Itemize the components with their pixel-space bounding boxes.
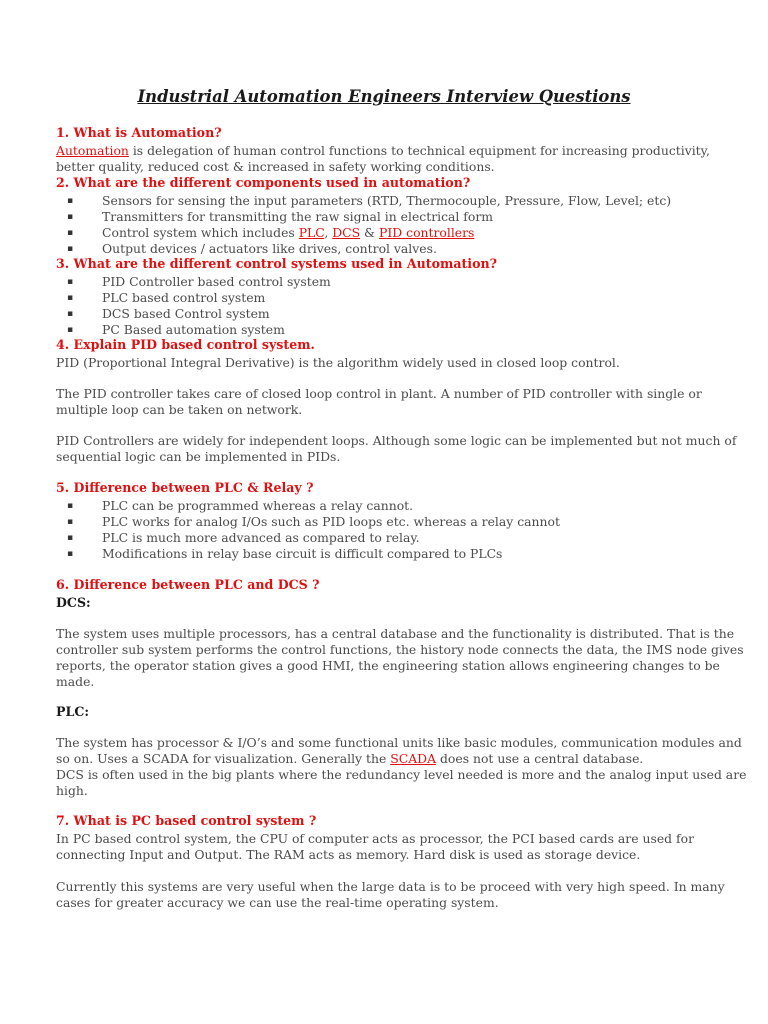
list-item: DCS based Control system xyxy=(102,306,270,321)
separator-text: , xyxy=(324,225,333,240)
dcs-link[interactable]: DCS xyxy=(332,225,361,240)
answer-line: cases for greater accuracy we can use the real-time operating system. xyxy=(56,895,499,910)
answer-line xyxy=(56,751,736,767)
scada-link[interactable]: SCADA xyxy=(390,751,437,766)
bullet-icon: ▪ xyxy=(67,277,74,287)
answer-line: The system uses multiple processors, has a central database and the functionality is distributed. That is the xyxy=(56,626,735,641)
list-item: Output devices / actuators like drives, control valves. xyxy=(102,241,437,256)
answer-line: PID (Proportional Integral Derivative) is the algorithm widely used in closed loop control. xyxy=(56,355,620,370)
list-item: PLC works for analog I/Os such as PID loops etc. whereas a relay cannot xyxy=(102,514,560,529)
answer-line: The system has processor & I/O’s and some functional units like basic modules, communication modules and xyxy=(56,735,742,750)
bullet-icon: ▪ xyxy=(67,309,74,319)
bullet-icon: ▪ xyxy=(67,293,74,303)
list-item: PLC based control system xyxy=(102,290,266,305)
answer-line: The PID controller takes care of closed loop control in plant. A number of PID controller with single or xyxy=(56,386,702,401)
answer-line: better quality, reduced cost & increased in safety working conditions. xyxy=(56,159,495,174)
question-heading: 5. Difference between PLC & Relay ? xyxy=(56,480,314,495)
dcs-subheading: DCS: xyxy=(56,595,91,610)
bullet-icon: ▪ xyxy=(67,196,74,206)
answer-line: controller sub system performs the control functions, the history node connects the data, the IMS node gives xyxy=(56,642,744,657)
list-item-text: Control system which includes xyxy=(102,225,299,240)
pid-controllers-link[interactable]: PID controllers xyxy=(379,225,475,240)
answer-line: high. xyxy=(56,783,88,798)
question-heading: 2. What are the different components used in automation? xyxy=(56,175,471,190)
answer-line: made. xyxy=(56,674,95,689)
bullet-icon: ▪ xyxy=(67,517,74,527)
bullet-icon: ▪ xyxy=(67,501,74,511)
bullet-icon: ▪ xyxy=(67,533,74,543)
answer-line xyxy=(56,143,736,159)
answer-line: DCS is often used in the big plants where the redundancy level needed is more and the analog input used are xyxy=(56,767,747,782)
answer-line: sequential logic can be implemented in PIDs. xyxy=(56,449,341,464)
list-item xyxy=(102,225,474,241)
answer-line: PID Controllers are widely for independent loops. Although some logic can be implemented but not much of xyxy=(56,433,737,448)
bullet-icon: ▪ xyxy=(67,549,74,559)
plc-subheading: PLC: xyxy=(56,704,89,719)
list-item: PC Based automation system xyxy=(102,322,285,337)
bullet-icon: ▪ xyxy=(67,212,74,222)
question-heading: 1. What is Automation? xyxy=(56,125,222,140)
answer-text: does not use a central database. xyxy=(436,751,644,766)
question-heading: 4. Explain PID based control system. xyxy=(56,337,315,352)
list-item: PID Controller based control system xyxy=(102,274,331,289)
bullet-icon: ▪ xyxy=(67,244,74,254)
question-heading: 6. Difference between PLC and DCS ? xyxy=(56,577,320,592)
list-item: Transmitters for transmitting the raw signal in electrical form xyxy=(102,209,494,224)
answer-line: In PC based control system, the CPU of computer acts as processor, the PCI based cards are used for xyxy=(56,831,695,846)
document-title: Industrial Automation Engineers Interview Questions xyxy=(137,87,631,106)
list-item: Modifications in relay base circuit is difficult compared to PLCs xyxy=(102,546,503,561)
list-item: PLC is much more advanced as compared to relay. xyxy=(102,530,420,545)
answer-line: Currently this systems are very useful when the large data is to be proceed with very high speed. In many xyxy=(56,879,725,894)
bullet-icon: ▪ xyxy=(67,228,74,238)
answer-line: multiple loop can be taken on network. xyxy=(56,402,303,417)
answer-text: so on. Uses a SCADA for visualization. Generally the xyxy=(56,751,391,766)
automation-link[interactable]: Automation xyxy=(56,143,129,158)
answer-text: is delegation of human control functions to technical equipment for increasing productivity, xyxy=(128,143,710,158)
answer-line: reports, the operator station gives a good HMI, the engineering station allows engineering changes to be xyxy=(56,658,720,673)
list-item: Sensors for sensing the input parameters (RTD, Thermocouple, Pressure, Flow, Level; etc) xyxy=(102,193,672,208)
list-item: PLC can be programmed whereas a relay cannot. xyxy=(102,498,414,513)
question-heading: 3. What are the different control systems used in Automation? xyxy=(56,256,498,271)
answer-line: connecting Input and Output. The RAM acts as memory. Hard disk is used as storage device. xyxy=(56,847,641,862)
question-heading: 7. What is PC based control system ? xyxy=(56,813,317,828)
separator-text: & xyxy=(360,225,380,240)
plc-link[interactable]: PLC xyxy=(298,225,325,240)
bullet-icon: ▪ xyxy=(67,325,74,335)
